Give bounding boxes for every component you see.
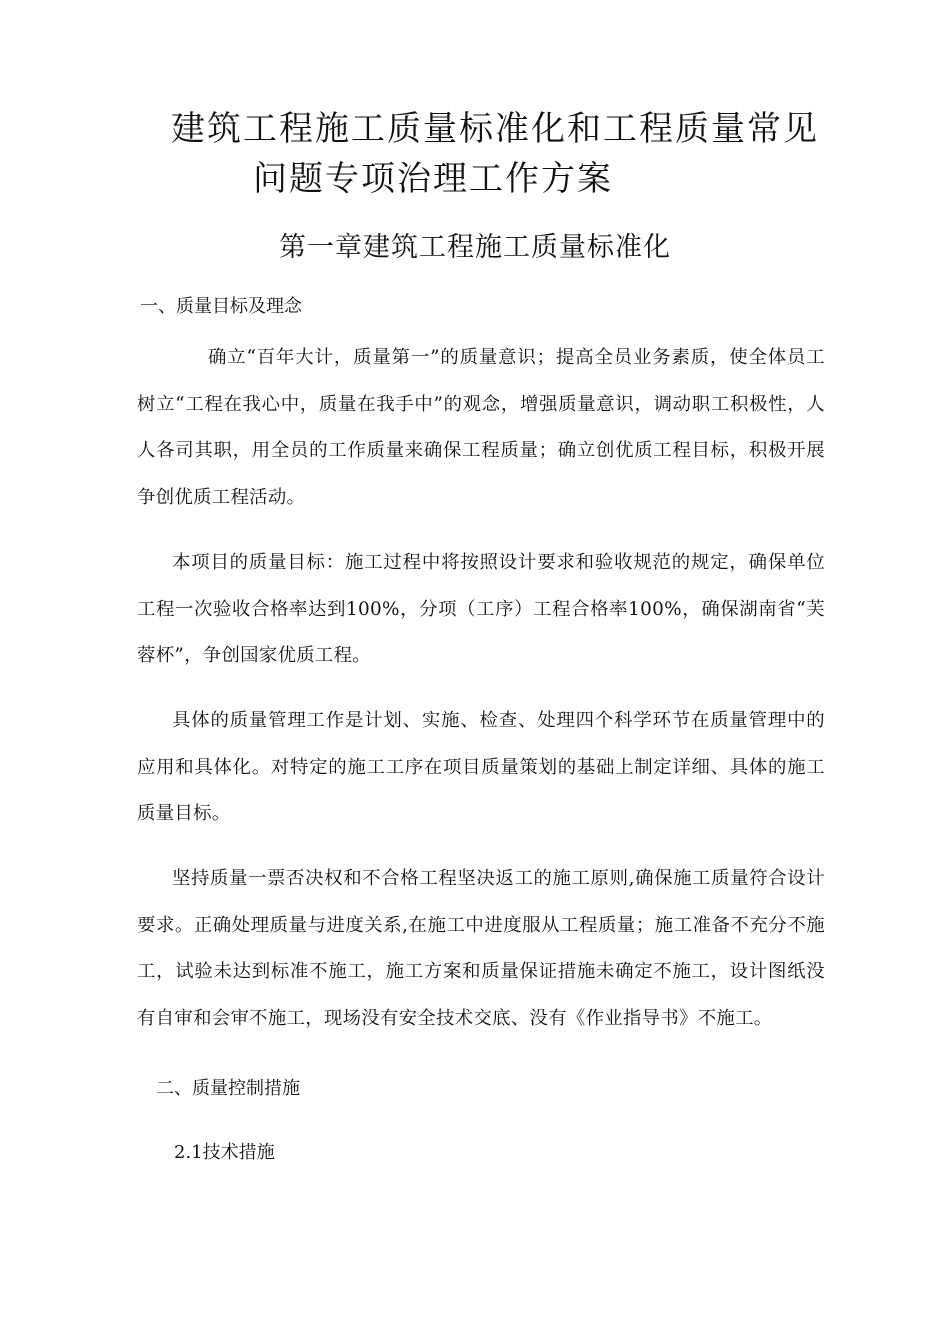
paragraph-quality-target: 本项目的质量目标：施工过程中将按照设计要求和验收规范的规定，确保单位工程一次验收合格率达到100%，分项（工序）工程合格率100%，确保湖南省“芙蓉杯”，争创国家优质工程。 <box>137 552 825 666</box>
paragraph-quality-awareness: 确立“百年大计，质量第一”的质量意识；提高全员业务素质，使全体员工树立“工程在我心中，质量在我手中”的观念，增强质量意识，调动职工积极性，人人各司其职，用全员的工作质量来确保工程质量；确立创优质工程目标，积极开展争创优质工程活动。 <box>137 347 825 508</box>
paragraph-quality-principles: 坚持质量一票否决权和不合格工程坚决返工的施工原则,确保施工质量符合设计要求。正确处理质量与进度关系,在施工中进度服从工程质量；施工准备不充分不施工，试验未达到标准不施工，施工方案和质量保证措施未确定不施工，设计图纸没有自审和会审不施工，现场没有安全技术交底、没有《作业指导书》不施工。 <box>137 868 825 1029</box>
paragraph-quality-management: 具体的质量管理工作是计划、实施、检查、处理四个科学环节在质量管理中的应用和具体化。对特定的施工工序在项目质量策划的基础上制定详细、具体的施工质量目标。 <box>137 710 825 824</box>
document-title-line-1: 建筑工程施工质量标准化和工程质量常见 <box>171 109 819 149</box>
section-heading-quality-goals: 一、质量目标及理念 <box>140 296 302 317</box>
document-title-line-2: 问题专项治理工作方案 <box>253 159 613 199</box>
section-heading-quality-control: 二、质量控制措施 <box>156 1078 300 1099</box>
chapter-title: 第一章建筑工程施工质量标准化 <box>279 232 671 263</box>
subsection-heading-technical-measures: 2.1技术措施 <box>174 1142 275 1163</box>
